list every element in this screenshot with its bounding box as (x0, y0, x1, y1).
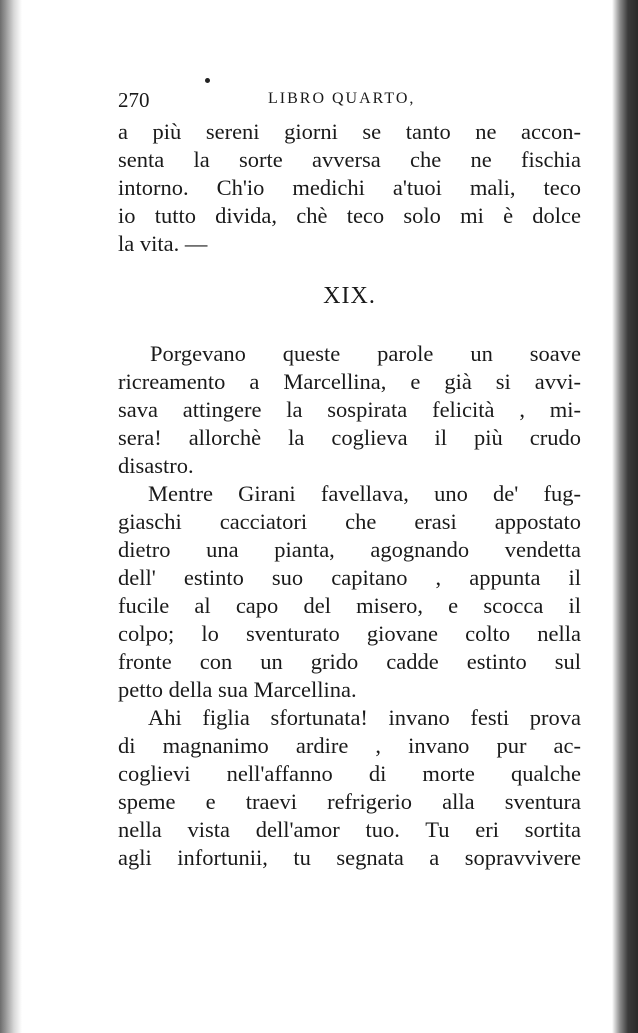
text-line: io tutto divida, chè teco solo mi è dolce (118, 203, 581, 228)
text-line: ricreamento a Marcellina, e già si avvi- (118, 369, 581, 394)
text-line: fronte con un grido cadde estinto sul (118, 649, 581, 674)
text-line: dietro una pianta, agognando vendetta (118, 537, 581, 562)
text-line: nella vista dell'amor tuo. Tu eri sortita (118, 817, 581, 842)
text-line: la vita. — (118, 231, 208, 256)
text-line: di magnanimo ardire , invano pur ac- (118, 733, 581, 758)
ink-dot-mark (205, 78, 210, 83)
text-line: speme e traevi refrigerio alla sventura (118, 789, 581, 814)
running-head-title: LIBRO QUARTO, (268, 90, 416, 107)
text-line: agli infortunii, tu segnata a sopravvivere (118, 845, 581, 870)
text-line: Mentre Girani favellava, uno de' fug- (148, 481, 581, 506)
text-line: senta la sorte avversa che ne fischia (118, 147, 581, 172)
text-line: fucile al capo del misero, e scocca il (118, 593, 581, 618)
text-line: petto della sua Marcellina. (118, 677, 357, 702)
text-line: sera! allorchè la coglieva il più crudo (118, 425, 581, 450)
page-right-edge-shadow (612, 0, 638, 1033)
text-line: a più sereni giorni se tanto ne accon- (118, 119, 581, 144)
chapter-heading: XIX. (323, 283, 376, 309)
page-number: 270 (118, 88, 150, 112)
running-head (118, 88, 448, 114)
text-line: giaschi cacciatori che erasi appostato (118, 509, 581, 534)
text-line: disastro. (118, 453, 194, 478)
text-line: coglievi nell'affanno di morte qualche (118, 761, 581, 786)
text-line: intorno. Ch'io medichi a'tuoi mali, teco (118, 175, 581, 200)
page-left-edge-shadow (0, 0, 22, 1033)
text-line: sava attingere la sospirata felicità , mi- (118, 397, 581, 422)
text-line: Ahi figlia sfortunata! invano festi prova (148, 705, 581, 730)
text-line: colpo; lo sventurato giovane colto nella (118, 621, 581, 646)
text-line: Porgevano queste parole un soave (150, 341, 581, 366)
text-line: dell' estinto suo capitano , appunta il (118, 565, 581, 590)
